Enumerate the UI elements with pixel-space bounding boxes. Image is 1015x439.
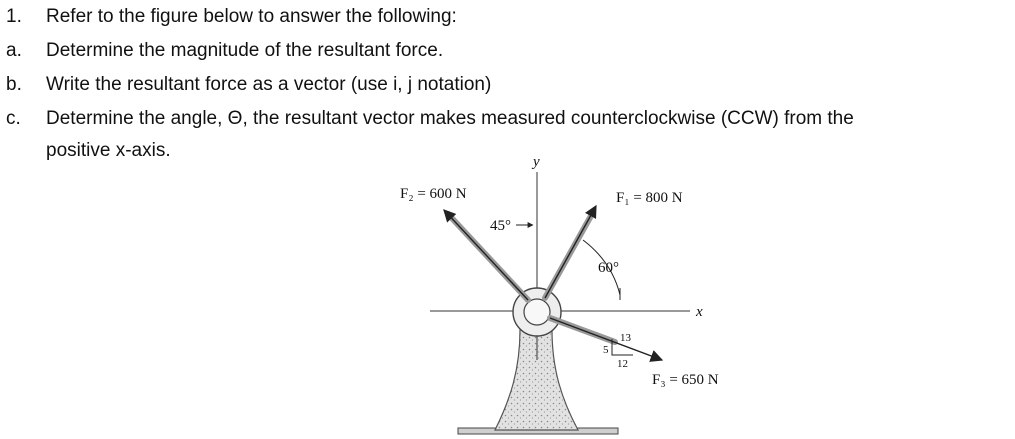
angle-f2-label: 45° — [490, 218, 511, 234]
x-axis-label: x — [696, 304, 703, 320]
y-axis-label: y — [533, 154, 540, 170]
slope-hyp-label: 13 — [620, 332, 631, 344]
question-prompt: Refer to the figure below to answer the following: — [46, 6, 457, 27]
f2-label: F₂ = 600 N — [400, 186, 467, 202]
question-number: 1. — [6, 6, 22, 27]
part-a-marker: a. — [6, 40, 22, 61]
part-b-text: Write the resultant force as a vector (use i, j notation) — [46, 74, 492, 95]
angle-f1-label: 60° — [598, 260, 619, 276]
part-b-marker: b. — [6, 74, 22, 95]
f3-label: F₃ = 650 N — [652, 372, 719, 388]
part-a-text: Determine the magnitude of the resultant force. — [46, 40, 444, 61]
slope-rise-label: 5 — [603, 344, 609, 356]
slope-run-label: 12 — [617, 358, 628, 370]
part-c-text: Determine the angle, Θ, the resultant vector makes measured counterclockwise (CCW) from the — [46, 108, 854, 129]
f1-arrow — [545, 206, 596, 298]
part-c-marker: c. — [6, 108, 21, 129]
f2-arrow — [444, 210, 528, 300]
part-c-continuation-text: positive x-axis. — [46, 140, 171, 161]
f1-label: F₁ = 800 N — [616, 190, 683, 206]
